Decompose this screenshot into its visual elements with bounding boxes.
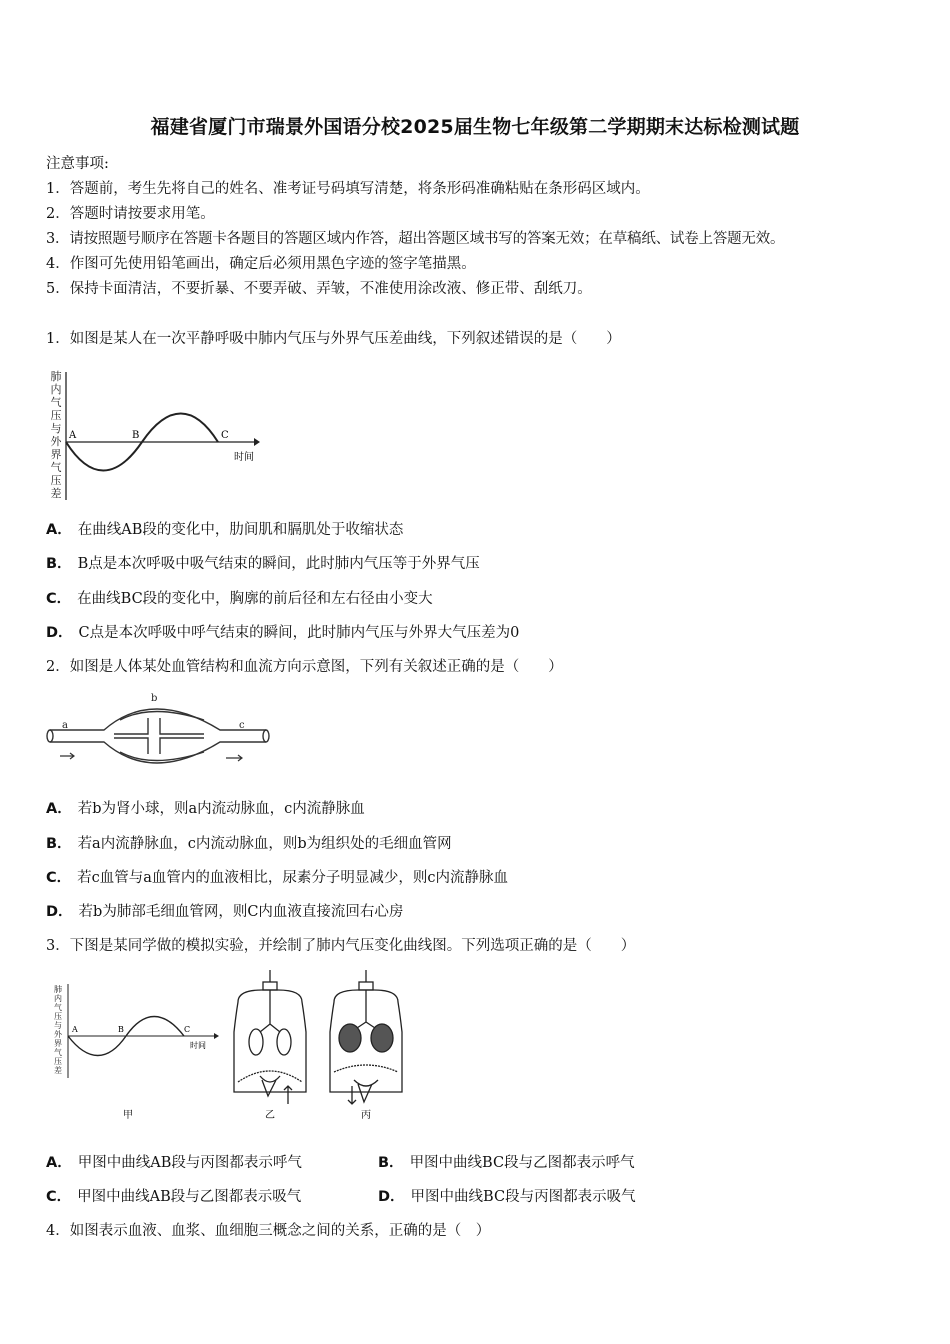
q2-option-a (46, 797, 365, 818)
q1-option-c (46, 587, 433, 608)
option-text: 若a内流静脉血，c内流动脉血，则b为组织处的毛细血管网 (77, 836, 452, 852)
q1-x-axis-label: 时间 (234, 452, 254, 463)
q3-caption-bing: 丙 (361, 1110, 371, 1121)
option-text: 若b为肾小球，则a内流动脉血，c内流静脉血 (77, 801, 365, 817)
q1-option-a (46, 518, 403, 539)
y-label-char: 气 (54, 1048, 62, 1057)
option-text: 甲图中曲线AB段与乙图都表示吸气 (77, 1189, 302, 1205)
q3-point-c: C (184, 1025, 191, 1034)
option-key: A． (46, 522, 72, 538)
q2-label-c: c (239, 720, 245, 731)
y-label-char: 肺 (54, 985, 62, 994)
q2-blood-vessel-figure (44, 690, 272, 780)
q3-option-d (378, 1185, 636, 1206)
notice-item: 4．作图可先使用铅笔画出，确定后必须用黑色字迹的签字笔描黑。 (46, 256, 476, 272)
q3-experiment-figure (48, 968, 408, 1128)
q3-point-a: A (72, 1025, 78, 1034)
question-2-stem: 2．如图是人体某处血管结构和血流方向示意图，下列有关叙述正确的是（ ） (46, 659, 563, 675)
y-label-char: 界 (50, 448, 62, 461)
option-key: A． (46, 801, 72, 817)
q3-point-b: B (118, 1025, 124, 1034)
y-label-char: 差 (54, 1066, 62, 1075)
y-label-char: 内 (54, 994, 62, 1003)
q3-bell-jar-yi (234, 970, 306, 1104)
q1-pressure-curve-figure (46, 368, 266, 503)
q3-bell-jar-bing (330, 970, 402, 1104)
q3-option-a (46, 1151, 302, 1172)
option-text: 甲图中曲线AB段与丙图都表示呼气 (77, 1155, 302, 1171)
notice-item: 3．请按照题号顺序在答题卡各题目的答题区域内作答，超出答题区域书写的答案无效；在草稿纸、试卷上答题无效。 (46, 231, 785, 247)
option-text: C点是本次呼吸中呼气结束的瞬间，此时肺内气压与外界大气压差为0 (78, 625, 520, 641)
notice-item: 1．答题前，考生先将自己的姓名、准考证号码填写清楚，将条形码准确粘贴在条形码区域内。 (46, 181, 650, 197)
option-key: B． (46, 556, 72, 572)
q1-option-b (46, 552, 480, 573)
option-text: 在曲线AB段的变化中，肋间肌和膈肌处于收缩状态 (77, 522, 404, 538)
q2-vessel-network (47, 709, 269, 763)
option-key: C． (46, 591, 72, 607)
option-text: 若b为肺部毛细血管网，则C内血液直接流回右心房 (78, 904, 404, 920)
y-label-char: 肺 (50, 370, 62, 383)
q1-option-d (46, 621, 519, 642)
y-label-char: 差 (50, 487, 62, 500)
q2-option-b (46, 832, 452, 853)
y-label-char: 压 (50, 409, 62, 422)
y-label-char: 外 (50, 435, 62, 448)
q1-point-a: A (69, 430, 77, 441)
question-4-stem: 4．如图表示血液、血浆、血细胞三概念之间的关系，正确的是（ ） (46, 1223, 491, 1239)
q2-flow-arrow-left (60, 753, 74, 759)
option-key: C． (46, 1189, 72, 1205)
q1-x-axis-arrow (254, 438, 260, 446)
q1-y-axis-label (51, 369, 63, 500)
y-label-char: 气 (50, 461, 62, 474)
option-key: D． (378, 1189, 405, 1205)
notice-item: 5．保持卡面清洁，不要折暴、不要弄破、弄皱，不准使用涂改液、修正带、刮纸刀。 (46, 281, 592, 297)
option-text: 在曲线BC段的变化中，胸廓的前后径和左右径由小变大 (77, 591, 433, 607)
option-key: B． (378, 1155, 404, 1171)
option-key: C． (46, 870, 72, 886)
q2-label-b: b (151, 693, 158, 704)
y-label-char: 气 (54, 1003, 62, 1012)
q3-x-axis-label: 时间 (190, 1041, 206, 1050)
y-label-char: 与 (50, 422, 62, 435)
notice-item: 2．答题时请按要求用笔。 (46, 206, 215, 222)
q2-option-c (46, 866, 508, 887)
y-label-char: 压 (50, 474, 62, 487)
option-key: D． (46, 625, 73, 641)
q2-option-d (46, 900, 403, 921)
y-label-char: 内 (50, 383, 62, 396)
y-label-char: 与 (54, 1021, 62, 1030)
q3-caption-jia: 甲 (123, 1110, 133, 1121)
option-text: B点是本次呼吸中吸气结束的瞬间，此时肺内气压等于外界气压 (77, 556, 480, 572)
q3-caption-yi: 乙 (265, 1110, 275, 1121)
q3-option-c (46, 1185, 301, 1206)
question-3-stem: 3．下图是某同学做的模拟实验，并绘制了肺内气压变化曲线图。下列选项正确的是（ ） (46, 938, 636, 954)
q2-flow-arrow-right (226, 755, 242, 761)
y-label-char: 压 (54, 1012, 62, 1021)
option-key: D． (46, 904, 73, 920)
y-label-char: 气 (50, 396, 62, 409)
y-label-char: 压 (54, 1057, 62, 1066)
q3-option-b (378, 1151, 635, 1172)
notice-heading: 注意事项: (46, 156, 109, 172)
q2-label-a: a (62, 720, 68, 731)
y-label-char: 界 (54, 1039, 62, 1048)
y-label-char: 外 (54, 1030, 62, 1039)
option-text: 若c血管与a血管内的血液相比，尿素分子明显减少，则c内流静脉血 (77, 870, 509, 886)
question-1-stem: 1．如图是某人在一次平静呼吸中肺内气压与外界气压差曲线，下列叙述错误的是（ ） (46, 331, 621, 347)
option-text: 甲图中曲线BC段与乙图都表示呼气 (409, 1155, 635, 1171)
option-key: B． (46, 836, 72, 852)
q1-point-c: C (221, 430, 229, 441)
q1-point-b: B (132, 430, 140, 441)
option-key: A． (46, 1155, 72, 1171)
option-text: 甲图中曲线BC段与丙图都表示吸气 (410, 1189, 636, 1205)
q3-curve-panel (54, 984, 219, 1121)
page-title: 福建省厦门市瑞景外国语分校2025届生物七年级第二学期期末达标检测试题 (150, 116, 800, 138)
